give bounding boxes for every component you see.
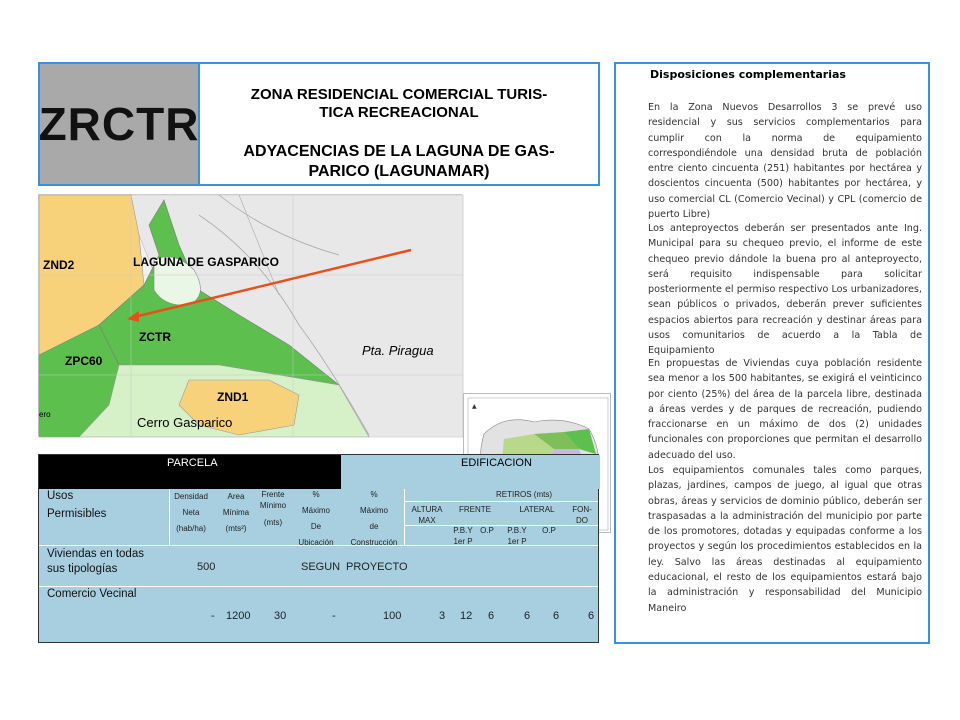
map-label-laguna: LAGUNA DE GASPARICO (133, 255, 280, 269)
comercio-altura: 3 (439, 610, 446, 622)
usos-label-line2: Permisibles (47, 508, 107, 520)
row-label-viviendas-line2: sus tipologías (47, 563, 118, 575)
retiros-header: RETIROS (mts) (496, 490, 552, 499)
zone-subtitle (200, 142, 598, 182)
lateral-header: LATERAL (519, 505, 555, 514)
map-label-ero: ero (39, 410, 51, 419)
zone-title-line1: ZONA RESIDENCIAL COMERCIAL TURIS- (250, 86, 548, 103)
frente-pby-header: P.B.Y 1er P (453, 526, 473, 546)
lateral-op-header: O.P (542, 526, 556, 535)
map-label-cerro: Cerro Gasparico (137, 415, 233, 430)
zone-subtitle-line1: ADYACENCIAS DE LA LAGUNA DE GAS- (243, 143, 555, 160)
map-label-znd1: ZND1 (217, 390, 249, 404)
map-label-zctr: ZCTR (139, 330, 171, 344)
provision-paragraph-2: Los anteproyectos deberán ser presentados ante Ing. Municipal para su chequeo previo, el informe de este chequeo previo dándole la buena pro al anteproyecto, será requisito indispensable para solicitar posteriormente el permiso respectivo Los urbanizadores, sean públicos o privados, deberán prever suficientes espacios abiertos para recreación y destinar áreas para usos comunitarios de acuerdo a la Tabla de Equipamiento (648, 223, 922, 357)
zone-header (38, 62, 600, 186)
header-parcela (39, 455, 341, 489)
comercio-lateral-op: 6 (553, 610, 560, 622)
map-label-zpc60: ZPC60 (65, 354, 103, 368)
viviendas-densidad: 500 (197, 561, 216, 573)
map-label-piragua: Pta. Piragua (362, 343, 434, 358)
col-frente: Frente Mínimo (mts) (259, 490, 287, 527)
header-edificacion (341, 455, 600, 489)
col-densidad: Densidad Neta (hab/ha) (174, 492, 208, 533)
row-label-comercio: Comercio Vecinal (47, 588, 137, 600)
zone-subtitle-line2: PARICO (LAGUNAMAR) (308, 163, 490, 180)
altura-header: ALTURA MAX (411, 505, 443, 525)
col-area: Area Mínima (mts²) (222, 492, 250, 533)
comercio-ubicacion: - (332, 610, 336, 622)
complementary-provisions-panel (614, 62, 930, 644)
provision-paragraph-3: En propuestas de Viviendas cuya población residente sea menor a los 500 habitantes, se exigirá el veinticinco por ciento (25%) del área de la parcela libre, destinada a áreas verdes y de parques de recreación, pudiendo fraccionarse en un máximo de dos (2) unidades funcionales con proporciones que permitan el desarrollo adecuado del uso. (648, 358, 922, 461)
svg-text:▲: ▲ (472, 403, 477, 410)
zone-title (200, 86, 598, 122)
zone-code: ZRCTR (38, 98, 200, 150)
frente-op-header: O.P (480, 526, 494, 535)
comercio-area: 1200 (226, 610, 251, 622)
col-pct-construccion: % Máximo de Construcción (350, 490, 398, 547)
zoning-map (38, 194, 477, 436)
zoning-map-svg (39, 195, 463, 437)
provision-paragraph-4: Los equipamientos comunales tales como parques, plazas, jardines, campos de juego, al igual que otras obras, áreas y servicios de dominio público, deberán ser traspasadas a la administración del municipio por parte de los promotores, dotadas y equipadas conforme a los proyectos y según los procedimientos establecidos en la ley. Salvo las áreas destinadas al equipamiento educacional, el resto de los equipamientos estará bajo la administración y responsabilidad del Municipio Maneiro (648, 465, 922, 614)
comercio-densidad: - (211, 610, 215, 622)
header-parcela-label: PARCELA (167, 457, 218, 469)
zone-title-line2: TICA RECREACIONAL (319, 104, 479, 121)
lateral-pby-header: P.B.Y 1er P (507, 526, 527, 546)
fondo-header: FON- DO (572, 505, 592, 525)
comercio-frente-pby: 12 (460, 610, 473, 622)
usos-label-line1: Usos (47, 490, 74, 502)
comercio-construccion: 100 (383, 610, 402, 622)
row-label-viviendas-line1: Viviendas en todas (47, 548, 144, 560)
col-pct-ubicacion: % Máximo De Ubicación (298, 490, 334, 547)
zone-code-box (40, 64, 200, 184)
zoning-parameters-table (38, 454, 599, 643)
provision-paragraph-1: En la Zona Nuevos Desarrollos 3 se prevé uso residencial y sus servicios complementarios para cumplir con la norma de equipamiento correspondiéndole una densidad bruta de población entre ciento cincuenta (251) habitantes por hectárea y doscientos cincuenta (500) habitantes por hectárea, y uso comercial CL (Comercio Vecinal) y CPL (comercio de puerto Libre) (648, 102, 922, 221)
comercio-frente: 30 (274, 610, 287, 622)
viviendas-proyecto: PROYECTO (346, 561, 408, 573)
comercio-fondo: 6 (588, 610, 595, 622)
header-edificacion-label: EDIFICACION (461, 457, 532, 469)
viviendas-segun: SEGUN (301, 561, 341, 573)
comercio-frente-op: 6 (488, 610, 495, 622)
panel-title: Disposiciones complementarias (650, 68, 846, 81)
frente-header: FRENTE (459, 505, 491, 514)
comercio-lateral-pby: 6 (524, 610, 531, 622)
map-label-znd2: ZND2 (43, 258, 75, 272)
